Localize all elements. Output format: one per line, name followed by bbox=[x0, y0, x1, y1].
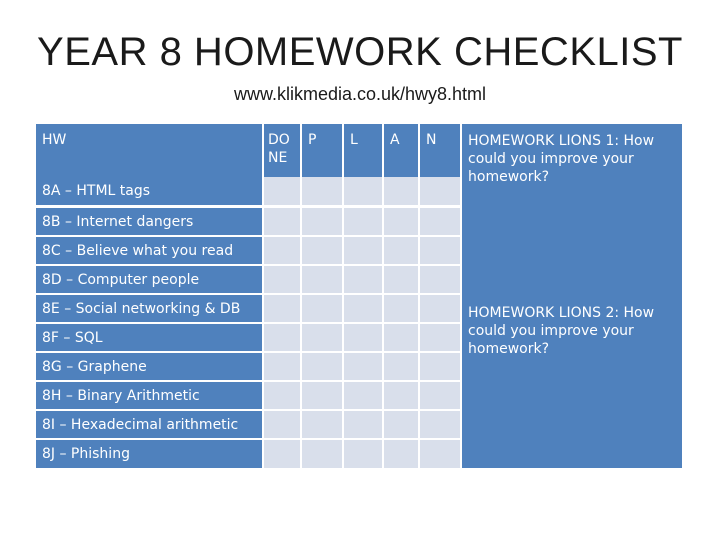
checkbox-cell-a[interactable] bbox=[384, 237, 418, 264]
checkbox-cell-a[interactable] bbox=[384, 177, 418, 205]
row-label: 8C – Believe what you read bbox=[36, 237, 262, 264]
checkbox-cell-p[interactable] bbox=[302, 177, 342, 205]
homework-lions-question-1: HOMEWORK LIONS 1: How could you improve your homework? bbox=[468, 133, 655, 185]
checkbox-cell-l[interactable] bbox=[344, 295, 382, 322]
row-label: 8E – Social networking & DB bbox=[36, 295, 262, 322]
page-title: YEAR 8 HOMEWORK CHECKLIST bbox=[37, 30, 683, 74]
checkbox-cell-l[interactable] bbox=[344, 353, 382, 380]
checkbox-cell-l[interactable] bbox=[344, 411, 382, 438]
checkbox-cell-p[interactable] bbox=[302, 353, 342, 380]
checkbox-cell-l[interactable] bbox=[344, 177, 382, 205]
checkbox-cell-p[interactable] bbox=[302, 411, 342, 438]
row-label: 8J – Phishing bbox=[36, 440, 262, 468]
checkbox-cell-n[interactable] bbox=[420, 237, 460, 264]
header-hw: HW bbox=[36, 124, 262, 177]
checkbox-cell-a[interactable] bbox=[384, 324, 418, 351]
checkbox-cell-a[interactable] bbox=[384, 266, 418, 293]
checkbox-cell-n[interactable] bbox=[420, 353, 460, 380]
checkbox-cell-n[interactable] bbox=[420, 411, 460, 438]
checkbox-cell-n[interactable] bbox=[420, 177, 460, 205]
checkbox-cell-n[interactable] bbox=[420, 266, 460, 293]
checkbox-cell-n[interactable] bbox=[420, 382, 460, 409]
checkbox-cell-p[interactable] bbox=[302, 237, 342, 264]
checkbox-cell-done[interactable] bbox=[264, 353, 300, 380]
checkbox-cell-l[interactable] bbox=[344, 382, 382, 409]
checkbox-cell-a[interactable] bbox=[384, 353, 418, 380]
checkbox-cell-a[interactable] bbox=[384, 440, 418, 468]
checkbox-cell-a[interactable] bbox=[384, 411, 418, 438]
row-label: 8H – Binary Arithmetic bbox=[36, 382, 262, 409]
header-l: L bbox=[344, 124, 382, 177]
header-a: A bbox=[384, 124, 418, 177]
checkbox-cell-n[interactable] bbox=[420, 324, 460, 351]
checkbox-cell-l[interactable] bbox=[344, 208, 382, 235]
checkbox-cell-done[interactable] bbox=[264, 237, 300, 264]
checkbox-cell-a[interactable] bbox=[384, 382, 418, 409]
checkbox-cell-p[interactable] bbox=[302, 382, 342, 409]
checkbox-cell-n[interactable] bbox=[420, 440, 460, 468]
checkbox-cell-done[interactable] bbox=[264, 324, 300, 351]
checkbox-cell-done[interactable] bbox=[264, 208, 300, 235]
row-label: 8D – Computer people bbox=[36, 266, 262, 293]
row-label: 8B – Internet dangers bbox=[36, 208, 262, 235]
homework-checklist-table bbox=[36, 124, 682, 468]
checkbox-cell-p[interactable] bbox=[302, 324, 342, 351]
checkbox-cell-done[interactable] bbox=[264, 411, 300, 438]
checkbox-cell-done[interactable] bbox=[264, 266, 300, 293]
row-label: 8G – Graphene bbox=[36, 353, 262, 380]
checkbox-cell-p[interactable] bbox=[302, 440, 342, 468]
checkbox-cell-p[interactable] bbox=[302, 266, 342, 293]
checkbox-cell-n[interactable] bbox=[420, 208, 460, 235]
homework-lions-panel bbox=[462, 124, 682, 468]
row-label: 8I – Hexadecimal arithmetic bbox=[36, 411, 262, 438]
checkbox-cell-l[interactable] bbox=[344, 266, 382, 293]
checkbox-cell-a[interactable] bbox=[384, 208, 418, 235]
homework-lions-question-2: HOMEWORK LIONS 2: How could you improve your homework? bbox=[468, 305, 655, 357]
homework-url: www.klikmedia.co.uk/hwy8.html bbox=[233, 84, 487, 104]
header-p: P bbox=[302, 124, 342, 177]
checkbox-cell-done[interactable] bbox=[264, 382, 300, 409]
checkbox-cell-p[interactable] bbox=[302, 208, 342, 235]
checkbox-cell-done[interactable] bbox=[264, 295, 300, 322]
header-done: DO NE bbox=[264, 124, 300, 177]
row-label: 8F – SQL bbox=[36, 324, 262, 351]
checkbox-cell-p[interactable] bbox=[302, 295, 342, 322]
checkbox-cell-done[interactable] bbox=[264, 177, 300, 205]
header-n: N bbox=[420, 124, 460, 177]
checkbox-cell-l[interactable] bbox=[344, 237, 382, 264]
checkbox-cell-l[interactable] bbox=[344, 440, 382, 468]
checkbox-cell-a[interactable] bbox=[384, 295, 418, 322]
checkbox-cell-n[interactable] bbox=[420, 295, 460, 322]
row-label: 8A – HTML tags bbox=[36, 177, 262, 205]
checkbox-cell-done[interactable] bbox=[264, 440, 300, 468]
checkbox-cell-l[interactable] bbox=[344, 324, 382, 351]
